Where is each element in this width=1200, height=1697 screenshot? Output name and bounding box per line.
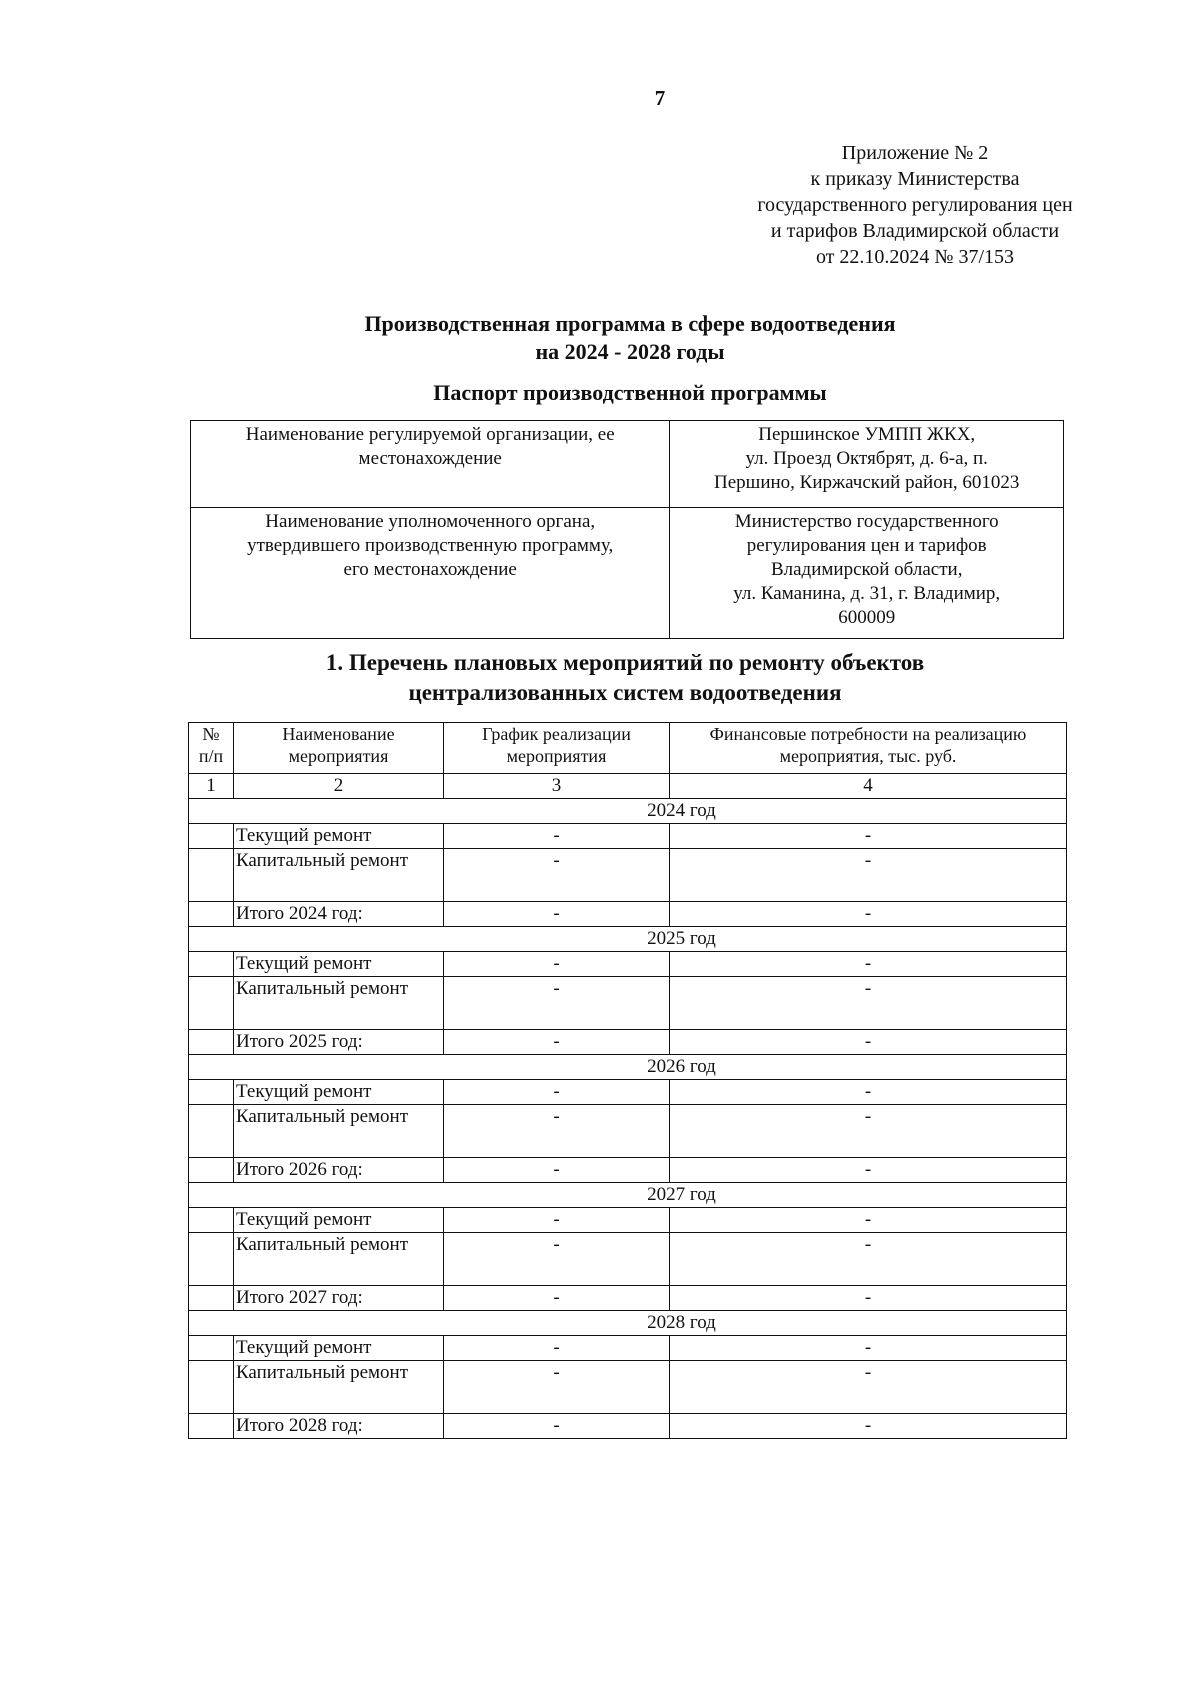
schedule-cell: - [444,1080,670,1105]
table-row [189,1158,1067,1183]
passport-value-cell [670,508,1064,639]
appendix-note [735,140,1095,270]
passport-value-line: регулирования цен и тарифов [746,535,987,556]
passport-label-cell [191,421,670,508]
section-title-line: 1. Перечень плановых мероприятий по ремонту объектов [325,650,925,675]
year-label: 2024 год [189,799,1067,824]
header-cell-number [189,723,234,774]
passport-label-line: Наименование уполномоченного органа, [265,511,596,532]
finance-cell: - [670,1080,1067,1105]
schedule-cell: - [444,1233,670,1286]
table-row [189,977,1067,1030]
schedule-cell: - [444,1105,670,1158]
table-row [189,1286,1067,1311]
passport-label-line: Наименование регулируемой организации, ее [245,424,615,445]
table-row [189,952,1067,977]
num-cell [189,1208,234,1233]
num-cell [189,1361,234,1414]
year-header-row [189,927,1067,952]
column-number-cell: 3 [444,774,670,799]
passport-table [190,420,1064,639]
passport-label-line: его местонахождение [343,559,517,580]
passport-value-line: ул. Каманина, д. 31, г. Владимир, [733,583,1001,604]
finance-cell: - [670,1158,1067,1183]
num-cell [189,1080,234,1105]
activity-name-cell: Капитальный ремонт [234,1105,444,1158]
passport-label-line: утвердившего производственную программу, [247,535,614,556]
appendix-line: и тарифов Владимирской области [770,220,1060,242]
passport-value-cell [670,421,1064,508]
passport-value-line: Першино, Киржачский район, 601023 [714,472,1020,493]
schedule-cell: - [444,1361,670,1414]
schedule-cell: - [444,1030,670,1055]
passport-label-line: местонахождение [358,448,502,469]
finance-cell: - [670,902,1067,927]
schedule-cell: - [444,902,670,927]
activity-name-cell: Текущий ремонт [234,952,444,977]
table-row [189,1080,1067,1105]
activity-name-cell: Капитальный ремонт [234,1233,444,1286]
appendix-line: к приказу Министерства [810,168,1020,190]
passport-value-line: Першинское УМПП ЖКХ, [758,424,976,445]
passport-label-cell [191,508,670,639]
activity-name-cell: Итого 2025 год: [234,1030,444,1055]
activity-name-cell: Итого 2027 год: [234,1286,444,1311]
schedule-cell: - [444,977,670,1030]
activity-name-cell: Капитальный ремонт [234,849,444,902]
document-title [190,310,1070,366]
activity-name-cell: Капитальный ремонт [234,977,444,1030]
schedule-cell: - [444,1336,670,1361]
num-cell [189,1286,234,1311]
year-header-row [189,1183,1067,1208]
schedule-cell: - [444,1286,670,1311]
finance-cell: - [670,1233,1067,1286]
table-row [189,1414,1067,1439]
year-header-row [189,1055,1067,1080]
activity-name-cell: Текущий ремонт [234,1208,444,1233]
appendix-line: от 22.10.2024 № 37/153 [815,246,1015,268]
num-cell [189,1158,234,1183]
num-cell [189,977,234,1030]
passport-value-line: Министерство государственного [734,511,999,532]
passport-row [191,508,1064,639]
activity-name-cell: Итого 2026 год: [234,1158,444,1183]
finance-cell: - [670,849,1067,902]
passport-value-line: 600009 [838,607,896,628]
table-row [189,1105,1067,1158]
section-title-line: централизованных систем водоотведения [408,680,842,705]
year-label: 2028 год [189,1311,1067,1336]
num-cell [189,1414,234,1439]
header-cell-name [234,723,444,774]
num-cell [189,824,234,849]
num-cell [189,1336,234,1361]
num-cell [189,849,234,902]
finance-cell: - [670,1286,1067,1311]
num-cell [189,902,234,927]
header-text: мероприятия [506,746,607,766]
header-text: мероприятия [288,746,389,766]
finance-cell: - [670,824,1067,849]
finance-cell: - [670,1361,1067,1414]
activity-name-cell: Итого 2024 год: [234,902,444,927]
header-text: Финансовые потребности на реализацию [709,724,1027,744]
section-title [190,648,1060,708]
year-label: 2025 год [189,927,1067,952]
schedule-cell: - [444,1208,670,1233]
finance-cell: - [670,1336,1067,1361]
num-cell [189,1030,234,1055]
table-row [189,1336,1067,1361]
title-line: на 2024 - 2028 годы [535,339,725,364]
year-label: 2027 год [189,1183,1067,1208]
schedule-cell: - [444,849,670,902]
year-header-row [189,799,1067,824]
num-cell [189,952,234,977]
page-number: 7 [654,86,666,110]
table-row [189,902,1067,927]
activity-name-cell: Текущий ремонт [234,824,444,849]
schedule-cell: - [444,824,670,849]
finance-cell: - [670,977,1067,1030]
header-text: Наименование [282,724,395,744]
header-text: № [202,724,220,744]
header-cell-schedule [444,723,670,774]
passport-row [191,421,1064,508]
header-text: График реализации [482,724,631,744]
finance-cell: - [670,1208,1067,1233]
activity-name-cell: Текущий ремонт [234,1336,444,1361]
header-text: мероприятия, тыс. руб. [779,746,957,766]
table-row [189,1030,1067,1055]
schedule-cell: - [444,1414,670,1439]
num-cell [189,1233,234,1286]
passport-heading: Паспорт производственной программы [433,380,827,405]
finance-cell: - [670,1030,1067,1055]
appendix-line: государственного регулирования цен [757,194,1073,216]
table-row [189,1208,1067,1233]
header-text: п/п [198,746,224,766]
appendix-line: Приложение № 2 [841,142,989,164]
table-row [189,1233,1067,1286]
table-header-row [189,723,1067,774]
passport-value-line: Владимирской области, [770,559,963,580]
header-cell-finance [670,723,1067,774]
table-row [189,824,1067,849]
finance-cell: - [670,1105,1067,1158]
num-cell [189,1105,234,1158]
column-number-cell: 1 [189,774,234,799]
year-label: 2026 год [189,1055,1067,1080]
year-header-row [189,1311,1067,1336]
table-row [189,849,1067,902]
schedule-cell: - [444,1158,670,1183]
title-line: Производственная программа в сфере водоотведения [364,311,896,336]
activity-name-cell: Итого 2028 год: [234,1414,444,1439]
activity-name-cell: Капитальный ремонт [234,1361,444,1414]
column-number-row [189,774,1067,799]
passport-value-line: ул. Проезд Октябрят, д. 6-а, п. [745,448,988,469]
column-number-cell: 4 [670,774,1067,799]
finance-cell: - [670,952,1067,977]
schedule-cell: - [444,952,670,977]
activity-name-cell: Текущий ремонт [234,1080,444,1105]
finance-cell: - [670,1414,1067,1439]
column-number-cell: 2 [234,774,444,799]
plan-table [188,722,1067,1439]
table-row [189,1361,1067,1414]
